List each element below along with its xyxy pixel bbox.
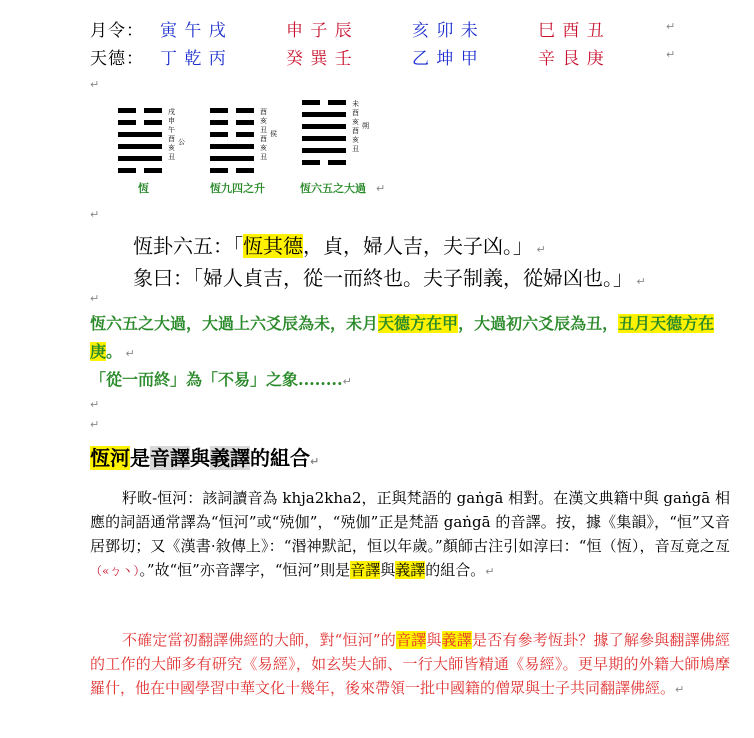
paragraph-mark: ↵ [666, 20, 676, 33]
analysis-text: ，大過初六爻辰為丑， [458, 314, 619, 333]
analysis-line-3: 「從一而終」為「不易」之象........↵ [90, 370, 352, 389]
heading-part: 是 [130, 446, 150, 470]
yueling-group-2: 申 子 辰 [286, 21, 353, 41]
heading-part: 恆河 [90, 446, 130, 470]
quote-highlight-heng-qi-de: 恆其德 [243, 234, 303, 258]
paragraph-mark: ↵ [376, 182, 386, 195]
hexagram-branch-labels: 未酉亥酉亥丑 [352, 100, 359, 153]
paragraph-mark: ↵ [666, 48, 676, 61]
body-paragraph-1: 籽畋-恒河：該詞讀音為 khja2kha2，正與梵語的 gaṅgā 相對。在漢文典籍中與 gaṅgā 相應的詞語通常譯為“恒河”或“殑伽”，“殑伽”正是梵語 gaṅgā 的音譯。按，據《集韻》，“恒”又音居鄧切；又《漢書·敘傳上》：“湣神默記，恒以年歲。”顏師古注引如淳曰：“恒（恆），音亙竟之亙（«ㄅ丶）。”故“恒”亦音譯字，“恒河”則是音譯與義譯的組合。↵ [90, 489, 730, 579]
heading-part: 與 [190, 446, 210, 470]
hexagram-heng-liuwu-zhi-daguo [302, 100, 372, 180]
yueling-group-1: 寅 午 戌 [160, 21, 227, 41]
hexagram-heng [118, 108, 188, 180]
tiande-group-1: 丁 乾 丙 [160, 49, 227, 69]
paragraph-mark: ↵ [90, 78, 100, 91]
analysis-text: 。 [106, 342, 123, 361]
analysis-paragraph: 恆六五之大過，大過上六爻辰為未，未月天德方在甲，大過初六爻辰為丑，丑月天德方在庚。 ↵ [90, 314, 715, 361]
heading-part: 義譯 [210, 446, 250, 470]
analysis-highlight: 丑月 [618, 314, 651, 333]
hexagram-branch-labels: 戌申午酉亥丑 [168, 108, 175, 161]
para1-text: 籽畋-恒河：該詞讀音為 khja2kha2，正與梵語的 gaṅgā 相對。在漢文典籍中與 gaṅgā 相應的詞語通常譯為“恒河”或“殑伽”，“殑伽”正是梵語 gaṅgā 的音譯。按，據《集韻》，“恒”又音居鄧切；又《漢書·敘傳上》：“湣神默記，恒以年歲。”顏師古注引如淳曰：“恒（恆），音亙竟之亙 [90, 489, 730, 555]
tiande-group-4: 辛 艮 庚 [538, 49, 605, 69]
para1-highlight: 音譯 [350, 561, 381, 579]
hexagram-side-label: 侯 [270, 130, 277, 138]
analysis-text: 上六爻辰為未，未月 [234, 314, 379, 333]
body-paragraph-2: 不確定當初翻譯佛經的大師，對“恒河”的音譯與義譯是否有參考恆卦？據了解參與翻譯佛經的工作的大師多有研究《易經》，如玄奘大師、一行大師皆精通《易經》。更早期的外籍大師鳩摩羅什，他在中國學習中華文化十幾年，後來帶領一批中國籍的僧眾與士子共同翻譯佛經。↵ [90, 631, 730, 697]
quote-line-2: 象曰：「婦人貞吉，從一而終也。夫子制義，從婦凶也。」 ↵ [133, 266, 646, 290]
quote-line-1-post: ，貞，婦人吉，夫子凶。」 [303, 234, 533, 258]
hexagram-side-label: 朔 [362, 122, 369, 130]
quote-line-1-pre: 恆卦六五：「 [133, 234, 243, 258]
hexagram-caption: 恆九四之升 [210, 182, 265, 195]
tiande-group-3: 乙 坤 甲 [412, 49, 479, 69]
yueling-row [90, 16, 664, 41]
para1-annotation: （«ㄅ丶） [90, 564, 140, 578]
analysis-highlight: 天德方在庚 [90, 314, 715, 361]
tiande-label: 天德： [90, 49, 144, 69]
analysis-text: 恆六五之大過，大 [90, 314, 219, 333]
tiande-group-2: 癸 巽 壬 [286, 49, 353, 69]
para1-text: 與 [380, 561, 396, 579]
para2-highlight: 義譯 [441, 631, 472, 649]
hexagram-caption: 恆六五之大過 [300, 182, 366, 195]
hexagram-side-label: 公 [178, 138, 185, 146]
paragraph-mark: ↵ [90, 208, 100, 221]
yueling-group-3: 亥 卯 未 [412, 21, 479, 41]
yueling-group-4: 巳 酉 丑 [538, 21, 605, 41]
analysis-text-red: 過 [218, 314, 235, 333]
hexagram-branch-labels: 酉亥丑酉亥丑 [260, 108, 267, 161]
para2-text: 不確定當初翻譯佛經的大師，對“恒河”的 [122, 631, 396, 649]
section-heading: 恆河是音譯與義譯的組合↵ [90, 446, 320, 470]
yueling-label: 月令： [90, 21, 144, 41]
paragraph-mark: ↵ [90, 398, 100, 411]
heading-part: 的組合 [250, 446, 310, 470]
paragraph-mark: ↵ [90, 418, 100, 431]
paragraph-mark: ↵ [90, 292, 100, 305]
para2-highlight: 音譯 [395, 631, 427, 649]
quote-line-1: 恆卦六五：「恆其德，貞，婦人吉，夫子凶。」 ↵ [133, 234, 546, 258]
analysis-text: 「從一而終」為「不易」之象........ [90, 370, 343, 389]
para1-highlight: 義譯 [395, 561, 426, 579]
para1-text: 。”故“恒”亦音譯字，“恒河”則是 [139, 561, 351, 579]
para2-text: 是否有參考恆卦？據了解參與翻譯佛經的工作的大師多有研究《易經》，如玄奘大師、一行大師皆精通《易經》。更早期的外籍大師鳩摩羅什，他在中國學習中華文化十幾年，後來帶領一批中國籍的僧眾與士子共同翻譯佛經。 [90, 631, 730, 697]
analysis-highlight: 天德方在甲 [378, 314, 459, 333]
quote-line-2-text: 象曰：「婦人貞吉，從一而終也。夫子制義，從婦凶也。」 [133, 266, 633, 290]
para2-text: 與 [426, 631, 442, 649]
tiande-row [90, 44, 664, 69]
hexagram-caption: 恆 [138, 182, 149, 195]
hexagram-heng-jiusi-zhi-sheng [210, 108, 280, 180]
para1-text: 的組合。 [425, 561, 486, 579]
heading-part: 音譯 [150, 446, 190, 470]
